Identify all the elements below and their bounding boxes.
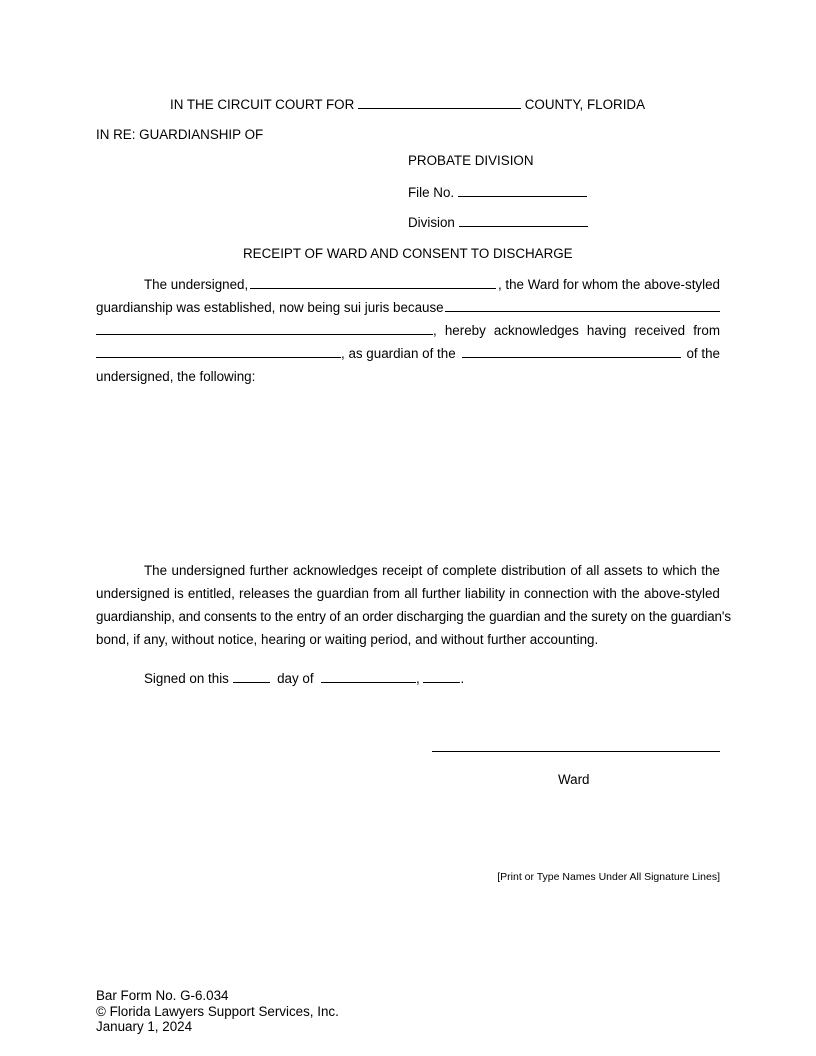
form-footer [96, 988, 339, 1035]
para1-text: , [433, 323, 437, 338]
para2-word: receipt [382, 563, 423, 578]
para2-word: further [421, 586, 461, 601]
para2-word: of [426, 563, 438, 578]
para1-word: received [634, 323, 686, 338]
para1-word: hereby [444, 323, 486, 338]
para1-line-4 [96, 342, 720, 365]
para2-word: undersigned [171, 563, 246, 578]
day-blank[interactable] [233, 670, 270, 683]
para2-word: with [592, 586, 617, 601]
signed-on-line [144, 670, 464, 687]
day-of-label: day of [277, 671, 314, 686]
para2-word: the [293, 586, 313, 601]
para2-word: liability [464, 586, 506, 601]
document-title: RECEIPT OF WARD AND CONSENT TO DISCHARGE [243, 246, 573, 261]
para2-word: The [144, 563, 168, 578]
county-blank[interactable] [358, 96, 521, 109]
receipt-paragraph [96, 273, 720, 388]
para1-line-3 [96, 319, 720, 342]
para2-word: the [621, 586, 640, 601]
para2-text: bond, if any, without notice, hearing or waiting period, and without further accounting. [96, 632, 599, 647]
para1-word: having [586, 323, 627, 338]
file-no-line [408, 184, 587, 201]
file-no-label: File No. [408, 185, 455, 200]
period: . [460, 671, 465, 686]
para2-word: distribution [501, 563, 566, 578]
comma: , [416, 671, 420, 686]
para2-word: of [570, 563, 582, 578]
para2-word: complete [442, 563, 497, 578]
para2-word: entitled, [187, 586, 235, 601]
para2-word: in [509, 586, 520, 601]
para2-line-1 [96, 559, 720, 582]
ward-name-blank[interactable] [250, 276, 496, 289]
para1-text: of the [686, 346, 720, 361]
bar-form-number: Bar Form No. G-6.034 [96, 988, 229, 1003]
year-blank[interactable] [423, 670, 460, 683]
division-blank[interactable] [459, 214, 588, 227]
para2-word: guardian [316, 586, 369, 601]
month-blank[interactable] [321, 670, 416, 683]
para2-line-2 [96, 582, 720, 605]
para2-word: which [662, 563, 697, 578]
signed-prefix: Signed on this [144, 671, 229, 686]
para1-text: The undersigned, [144, 277, 249, 292]
guardian-name-blank[interactable] [96, 345, 341, 358]
para1-word: from [693, 323, 720, 338]
para1-line-2 [96, 296, 720, 319]
reason-blank-wrap [96, 319, 437, 342]
release-paragraph [96, 559, 731, 651]
file-no-blank[interactable] [458, 184, 587, 197]
para2-line-4 [96, 628, 720, 651]
para2-word: undersigned [96, 586, 170, 601]
para2-word: is [173, 586, 184, 601]
print-names-note: [Print or Type Names Under All Signature Lines] [497, 871, 720, 883]
reason-blank-1[interactable] [445, 299, 720, 312]
para2-line-3 [96, 605, 731, 628]
copyright-line: © Florida Lawyers Support Services, Inc. [96, 1003, 339, 1019]
ward-label: Ward [558, 772, 590, 787]
court-prefix: IN THE CIRCUIT COURT FOR [170, 97, 355, 112]
para2-word: to [646, 563, 659, 578]
para2-word: all [404, 586, 418, 601]
para1-text: guardianship was established, now being sui juris because [96, 300, 444, 315]
para2-word: above-styled [643, 586, 720, 601]
para2-text: guardianship, and consents to the entry of an order discharging the guardian and the surety on the guardian's [96, 609, 731, 624]
para1-line-5 [96, 365, 720, 388]
form-date: January 1, 2024 [96, 1019, 193, 1034]
ward-signature-line[interactable] [432, 751, 720, 752]
court-heading [170, 96, 645, 113]
para2-word: releases [239, 586, 290, 601]
para2-word: the [701, 563, 720, 578]
para2-word: assets [603, 563, 643, 578]
para2-word: from [373, 586, 400, 601]
para2-word: all [585, 563, 600, 578]
guardian-type-blank[interactable] [462, 345, 681, 358]
para1-text: , the Ward for whom the above-styled [497, 277, 720, 292]
para2-word: further [249, 563, 289, 578]
para1-line-1 [96, 273, 720, 296]
division-line [408, 214, 588, 231]
para2-word: acknowledges [292, 563, 378, 578]
para2-word: connection [523, 586, 589, 601]
reason-blank-2[interactable] [96, 322, 433, 335]
para1-text: , as guardian of the [341, 346, 456, 361]
court-suffix: COUNTY, FLORIDA [524, 97, 646, 112]
para1-word: acknowledges [493, 323, 579, 338]
probate-division: PROBATE DIVISION [408, 153, 534, 168]
in-re-line: IN RE: GUARDIANSHIP OF [96, 127, 264, 142]
guardian-name-wrap [96, 342, 456, 365]
division-label: Division [408, 215, 455, 230]
para1-text: undersigned, the following: [96, 369, 256, 384]
